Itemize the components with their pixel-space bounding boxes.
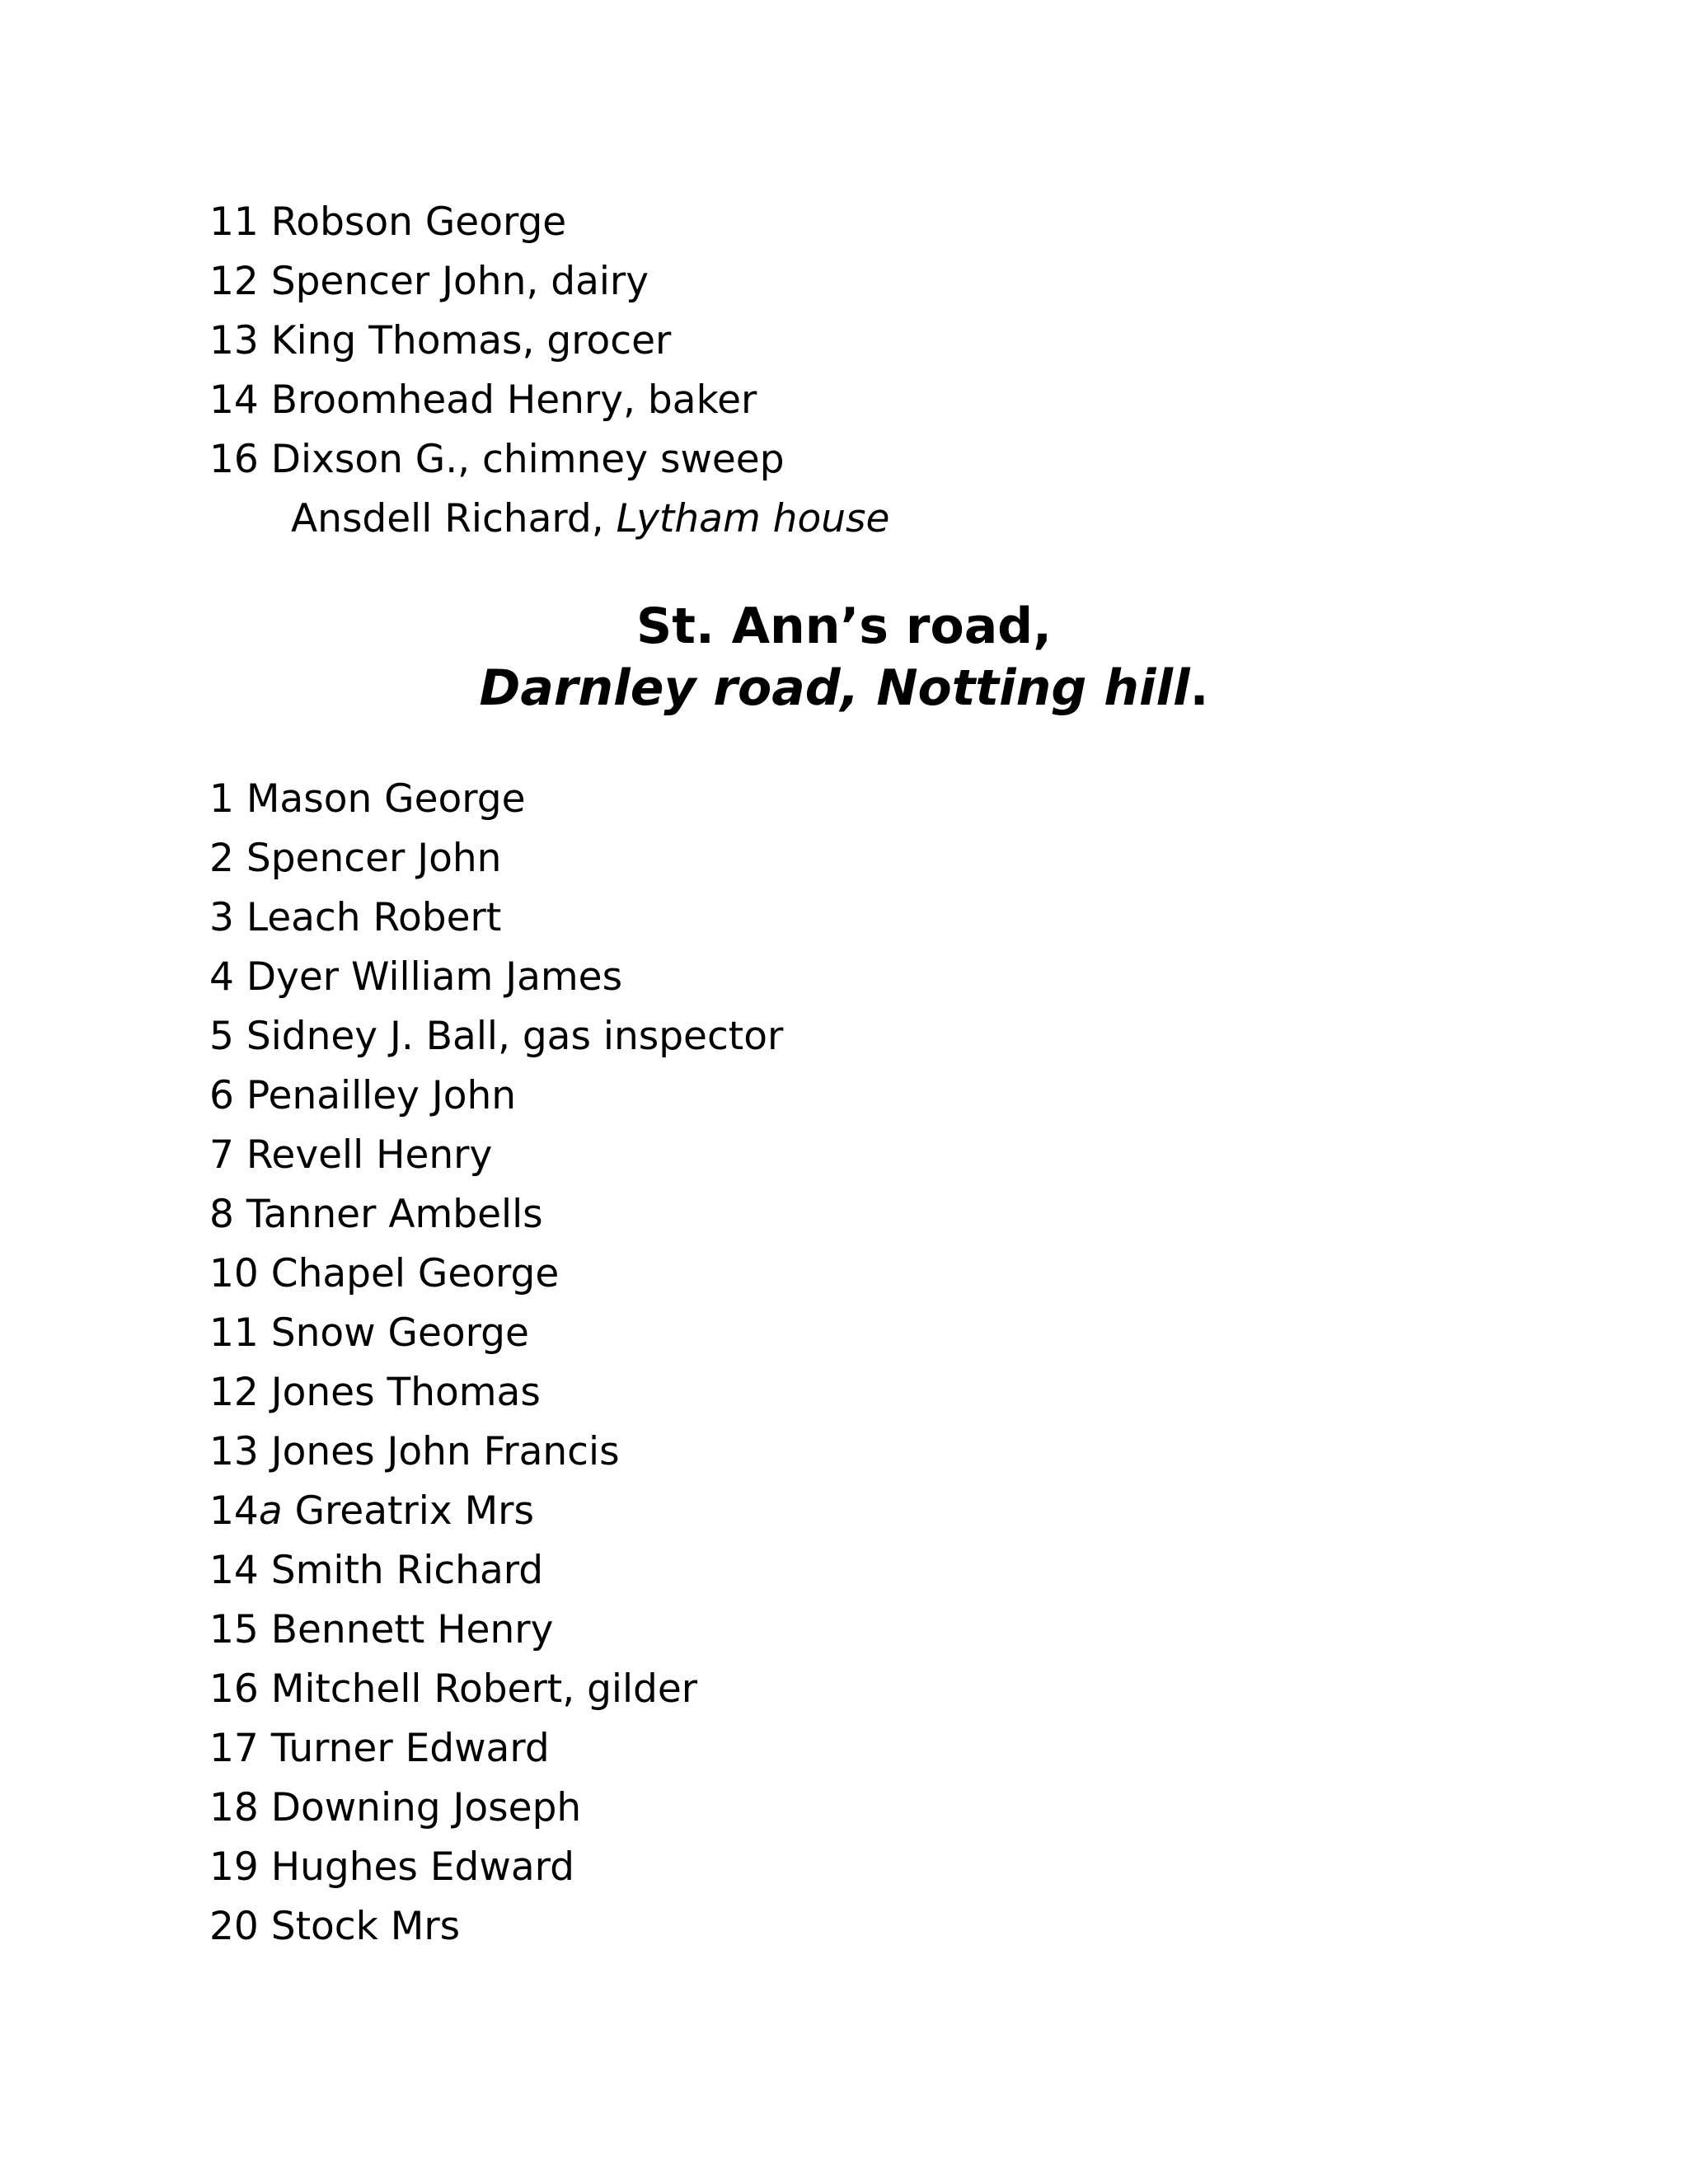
list-item <box>209 1304 783 1363</box>
resident-text: Robson George <box>270 199 567 245</box>
resident-text: Stock Mrs <box>270 1904 461 1949</box>
house-number: 14 <box>209 1548 259 1593</box>
list-item <box>209 1007 783 1066</box>
resident-text: Bennett Henry <box>270 1607 554 1652</box>
house-number: 14 <box>209 1488 259 1534</box>
house-number: 2 <box>209 836 234 881</box>
street-subheading <box>0 658 1688 719</box>
resident-text: Downing Joseph <box>270 1785 582 1830</box>
list-item <box>209 1601 783 1660</box>
list-item <box>209 312 889 371</box>
list-item <box>209 1482 783 1541</box>
house-number: 8 <box>209 1192 234 1237</box>
resident-text: Jones Thomas <box>270 1370 541 1415</box>
house-number: 4 <box>209 954 234 1000</box>
heading-period: . <box>1189 659 1209 717</box>
resident-text: Dixson G., chimney sweep <box>270 437 785 482</box>
list-item <box>209 829 783 888</box>
list-item <box>209 1244 783 1304</box>
resident-text: Penailley John <box>246 1073 517 1118</box>
list-item <box>209 193 889 252</box>
resident-text: Mason George <box>246 776 526 822</box>
house-number: 17 <box>209 1726 259 1771</box>
resident-text: Revell Henry <box>246 1132 493 1178</box>
resident-text: Snow George <box>270 1310 529 1356</box>
resident-text: Dyer William James <box>246 954 623 1000</box>
street-resident-list <box>209 770 783 1957</box>
resident-text: Greatrix Mrs <box>294 1488 534 1534</box>
house-number: 1 <box>209 776 234 822</box>
house-number-suffix: a <box>258 1488 283 1534</box>
house-number: 16 <box>209 437 259 482</box>
resident-text: Spencer John, dairy <box>270 259 649 304</box>
list-item <box>209 1897 783 1957</box>
list-item <box>209 1363 783 1422</box>
list-item <box>209 1066 783 1126</box>
resident-text: Smith Richard <box>270 1548 544 1593</box>
street-location: Darnley road, Notting hill <box>479 659 1190 717</box>
list-item <box>209 1660 783 1719</box>
house-number: 6 <box>209 1073 234 1118</box>
list-item <box>209 770 783 829</box>
list-item <box>209 948 783 1007</box>
list-item <box>209 430 889 490</box>
house-number: 18 <box>209 1785 259 1830</box>
house-number: 11 <box>209 1310 259 1356</box>
house-number: 7 <box>209 1132 234 1178</box>
house-name: Lytham house <box>616 496 890 541</box>
resident-text: Ansdell Richard, <box>291 496 604 541</box>
resident-text: Sidney J. Ball, gas inspector <box>246 1014 784 1059</box>
resident-text: Leach Robert <box>246 895 502 940</box>
house-number: 13 <box>209 318 259 363</box>
house-number: 19 <box>209 1844 259 1890</box>
house-number: 16 <box>209 1666 259 1712</box>
list-item <box>209 1719 783 1779</box>
house-number: 3 <box>209 895 234 940</box>
indented-list-item <box>209 490 889 549</box>
resident-text: Mitchell Robert, gilder <box>270 1666 698 1712</box>
list-item <box>209 252 889 312</box>
house-number: 10 <box>209 1251 259 1296</box>
list-item <box>209 1126 783 1185</box>
list-item <box>209 1541 783 1601</box>
street-heading: St. Ann’s road, <box>636 598 1052 655</box>
house-number: 15 <box>209 1607 259 1652</box>
list-item <box>209 1185 783 1244</box>
list-item <box>209 371 889 430</box>
list-item <box>209 1422 783 1482</box>
resident-text: Tanner Ambells <box>246 1192 543 1237</box>
resident-text: King Thomas, grocer <box>270 318 672 363</box>
resident-text: Jones John Francis <box>270 1429 620 1474</box>
house-number: 12 <box>209 259 259 304</box>
list-item <box>209 1838 783 1897</box>
resident-text: Hughes Edward <box>270 1844 574 1890</box>
list-item <box>209 1779 783 1838</box>
previous-street-list <box>209 193 889 549</box>
resident-text: Broomhead Henry, baker <box>270 377 757 423</box>
house-number: 5 <box>209 1014 234 1059</box>
house-number: 20 <box>209 1904 259 1949</box>
house-number: 14 <box>209 377 259 423</box>
resident-text: Turner Edward <box>270 1726 550 1771</box>
house-number: 12 <box>209 1370 259 1415</box>
list-item <box>209 888 783 948</box>
house-number: 13 <box>209 1429 259 1474</box>
resident-text: Chapel George <box>270 1251 560 1296</box>
resident-text: Spencer John <box>246 836 502 881</box>
house-number: 11 <box>209 199 259 245</box>
